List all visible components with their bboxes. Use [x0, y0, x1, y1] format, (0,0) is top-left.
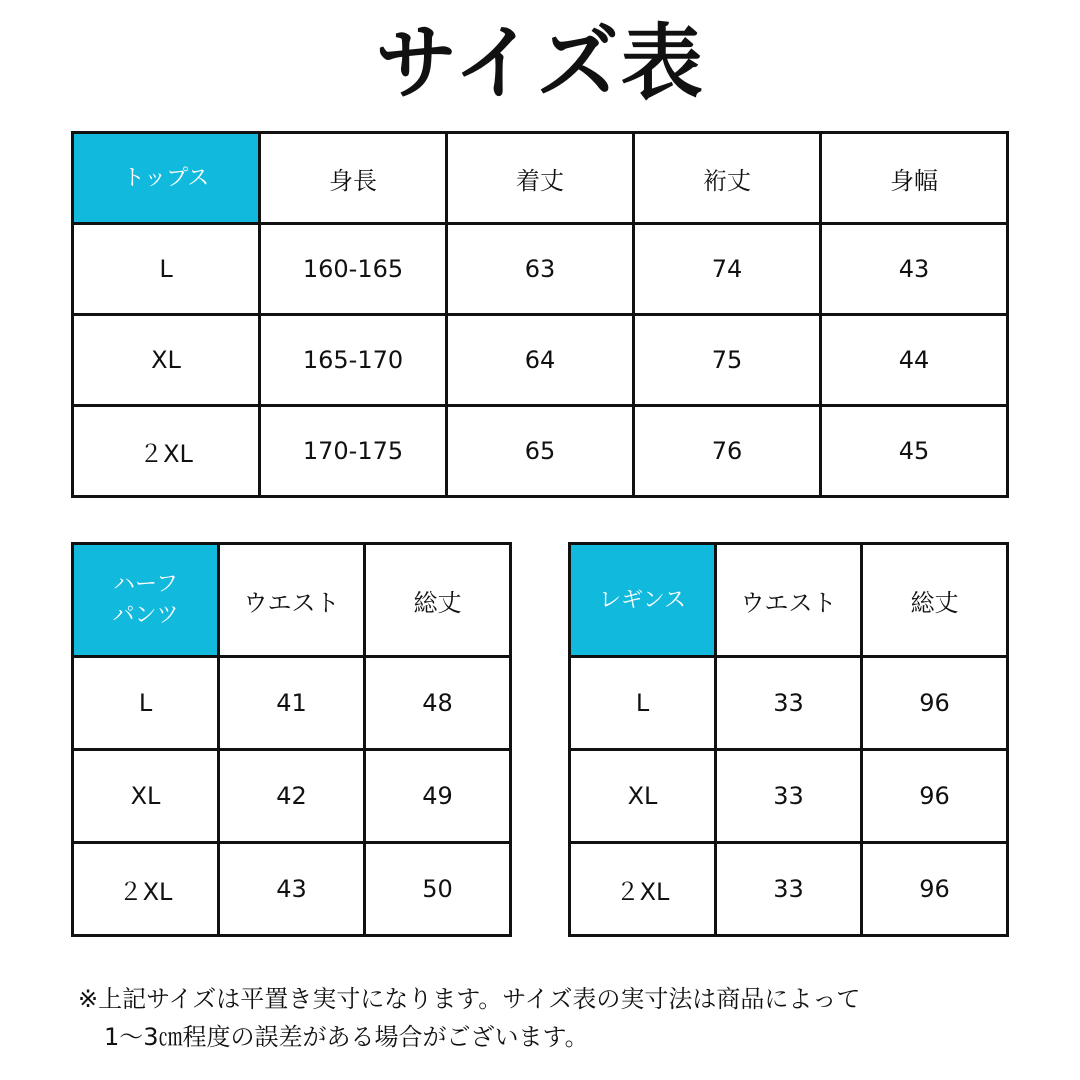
tops-label: トップス — [73, 133, 260, 224]
table-row — [570, 750, 1008, 843]
value-cell: 160-165 — [260, 224, 447, 315]
table-row — [73, 657, 511, 750]
table-row — [73, 315, 1008, 406]
column-header-height: 身長 — [260, 133, 447, 224]
size-cell: ２XL — [73, 843, 219, 936]
table-row — [73, 750, 511, 843]
half-pants-label — [73, 544, 219, 657]
table-header-row — [73, 133, 1008, 224]
value-cell: 96 — [862, 843, 1008, 936]
value-cell: 75 — [634, 315, 821, 406]
note-line-2: 1〜3㎝程度の誤差がある場合がございます。 — [104, 1023, 589, 1051]
column-header-width: 身幅 — [821, 133, 1008, 224]
value-cell: 76 — [634, 406, 821, 497]
size-cell: L — [73, 224, 260, 315]
value-cell: 96 — [862, 750, 1008, 843]
page-title: サイズ表 — [375, 16, 705, 111]
note-line-1: ※上記サイズは平置き実寸になります。サイズ表の実寸法は商品によって — [78, 985, 861, 1013]
column-header-waist: ウエスト — [219, 544, 365, 657]
column-header-sleeve: 裄丈 — [634, 133, 821, 224]
leggings-size-table — [568, 542, 1009, 937]
value-cell: 96 — [862, 657, 1008, 750]
size-cell: ２XL — [570, 843, 716, 936]
value-cell: 33 — [716, 843, 862, 936]
value-cell: 43 — [219, 843, 365, 936]
value-cell: 74 — [634, 224, 821, 315]
size-cell: XL — [73, 750, 219, 843]
value-cell: 33 — [716, 750, 862, 843]
leggings-label: レギンス — [570, 544, 716, 657]
value-cell: 43 — [821, 224, 1008, 315]
column-header-total-length: 総丈 — [862, 544, 1008, 657]
value-cell: 45 — [821, 406, 1008, 497]
column-header-total-length: 総丈 — [365, 544, 511, 657]
value-cell: 63 — [447, 224, 634, 315]
value-cell: 49 — [365, 750, 511, 843]
value-cell: 170-175 — [260, 406, 447, 497]
half-pants-label-line1: ハーフ — [113, 572, 178, 597]
size-cell: ２XL — [73, 406, 260, 497]
table-row — [73, 406, 1008, 497]
tops-size-table — [71, 131, 1009, 498]
measurement-note — [78, 980, 1068, 1056]
value-cell: 50 — [365, 843, 511, 936]
column-header-waist: ウエスト — [716, 544, 862, 657]
value-cell: 65 — [447, 406, 634, 497]
size-cell: L — [73, 657, 219, 750]
value-cell: 64 — [447, 315, 634, 406]
half-pants-label-line2: パンツ — [112, 603, 179, 628]
column-header-length: 着丈 — [447, 133, 634, 224]
table-row — [570, 843, 1008, 936]
table-header-row — [570, 544, 1008, 657]
value-cell: 33 — [716, 657, 862, 750]
value-cell: 48 — [365, 657, 511, 750]
value-cell: 42 — [219, 750, 365, 843]
value-cell: 41 — [219, 657, 365, 750]
value-cell: 44 — [821, 315, 1008, 406]
table-row — [570, 657, 1008, 750]
size-cell: L — [570, 657, 716, 750]
table-row — [73, 224, 1008, 315]
size-cell: XL — [570, 750, 716, 843]
half-pants-size-table — [71, 542, 512, 937]
table-row — [73, 843, 511, 936]
value-cell: 165-170 — [260, 315, 447, 406]
table-header-row — [73, 544, 511, 657]
size-cell: XL — [73, 315, 260, 406]
